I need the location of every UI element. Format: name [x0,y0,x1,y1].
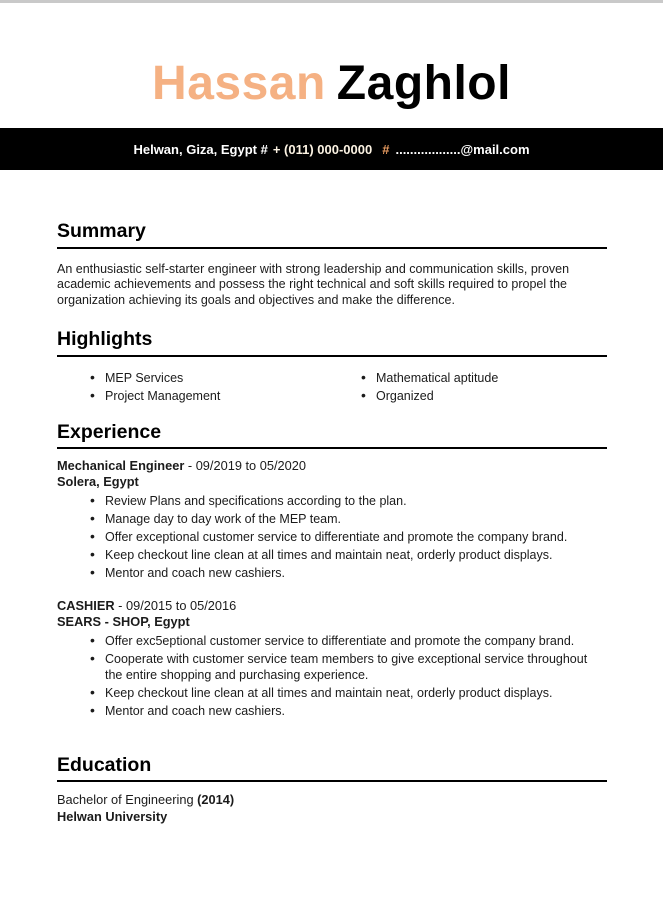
job-bullet: • Manage day to day work of the MEP team. [57,511,607,527]
highlights-list-left [57,370,328,406]
job-bullet-list [57,633,607,719]
contact-location: Helwan, Giza, Egypt # [133,141,268,157]
education-title: Education [57,754,607,782]
resume-content [57,170,607,825]
summary-title: Summary [57,220,607,248]
job-dates: - 09/2019 to 05/2020 [187,457,306,473]
highlight-item: • Project Management [57,388,328,404]
job-bullet-list [57,493,607,581]
job-company: SEARS - SHOP, Egypt [57,614,190,630]
section-summary [57,220,607,308]
job-bullet: • Keep checkout line clean at all times and maintain neat, orderly product displays. [57,547,607,563]
job-bullet: • Mentor and coach new cashiers. [57,703,607,719]
job-bullet: • Offer exceptional customer service to differentiate and promote the company brand. [57,529,607,545]
highlight-item: • Mathematical aptitude [328,370,607,386]
section-highlights [57,328,607,405]
job-entry-mechanical-engineer [57,458,607,581]
education-degree: Bachelor of Engineering [57,792,194,808]
highlights-list-right [328,370,607,406]
education-school: Helwan University [57,808,168,824]
section-experience [57,421,607,719]
contact-bar [0,128,663,170]
job-company: Solera, Egypt [57,474,139,490]
highlight-item: • MEP Services [57,370,328,386]
candidate-name [0,56,663,111]
experience-title: Experience [57,421,607,449]
candidate-first-name: Hassan [152,57,326,110]
job-bullet: • Keep checkout line clean at all times and maintain neat, orderly product displays. [57,685,607,701]
job-bullet: • Cooperate with customer service team members to give exceptional service throughout the entire shopping and purchasing experience. [57,651,607,683]
job-bullet: • Mentor and coach new cashiers. [57,565,607,581]
highlights-title: Highlights [57,328,607,356]
contact-email: ..................@mail.com [395,141,530,157]
job-role: Mechanical Engineer [57,457,185,473]
job-role: CASHIER [57,597,115,613]
highlights-columns [57,370,607,406]
job-bullet: • Offer exc5eptional customer service to differentiate and promote the company brand. [57,633,607,649]
job-title-line [57,598,607,615]
section-education [57,754,607,825]
contact-separator-hash: # [382,141,390,157]
summary-text: An enthusiastic self-starter engineer with strong leadership and communication skills, proven academic achievements and possess the right technical and soft skills required to propel the organization achieving its goals and objectives and make the difference. [57,261,570,307]
job-bullet: • Review Plans and specifications according to the plan. [57,493,607,509]
highlight-item: • Organized [328,388,607,404]
contact-phone: + (011) 000-0000 [272,141,373,157]
education-degree-line [57,792,607,809]
job-title-line [57,458,607,475]
top-edge-strip [0,0,663,3]
job-dates: - 09/2015 to 05/2016 [118,597,237,613]
resume-header [0,56,663,111]
education-year: (2014) [197,792,235,808]
candidate-last-name: Zaghlol [336,57,511,110]
job-entry-cashier [57,598,607,719]
